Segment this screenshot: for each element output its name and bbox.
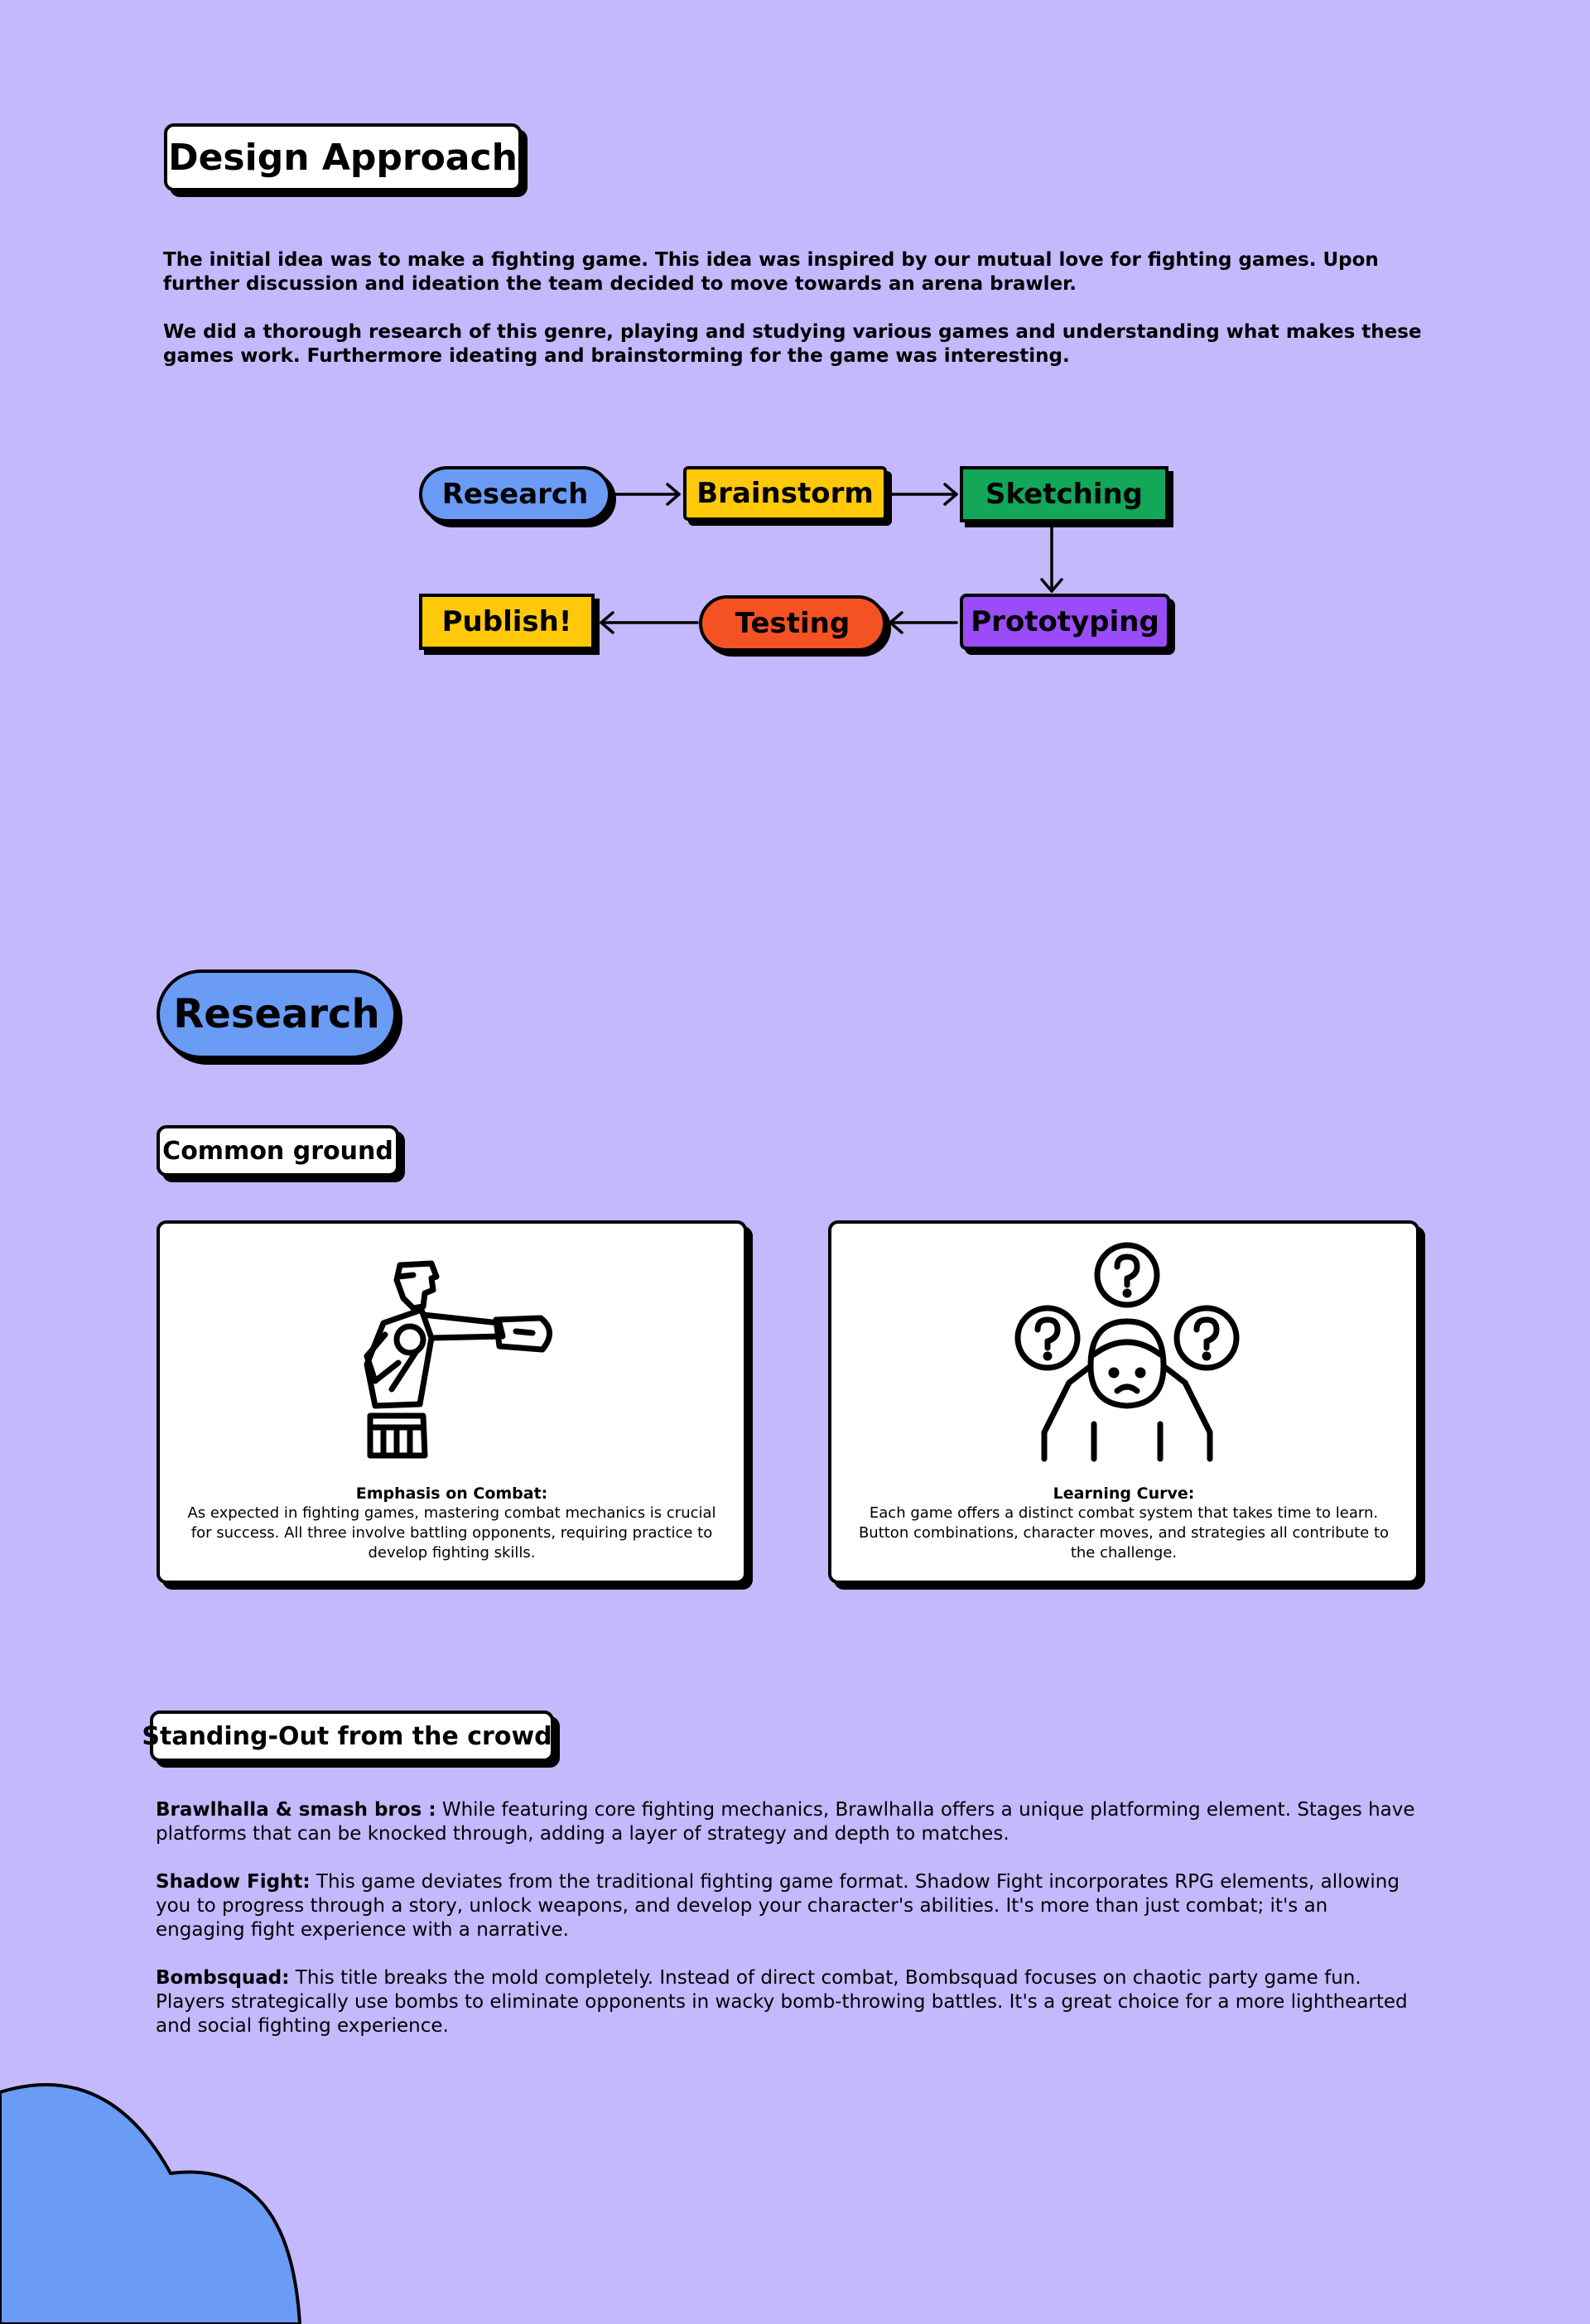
- flow-step-research: [419, 466, 611, 522]
- confused-person-icon: [1011, 1242, 1243, 1465]
- standout-brawlhalla-label: Brawlhalla & smash bros :: [156, 1799, 436, 1821]
- design-approach-heading-text: Design Approach: [168, 136, 518, 179]
- standout-bombsquad-label: Bombsquad:: [156, 1967, 290, 1989]
- standout-label-text: Standing-Out from the crowd:: [142, 1721, 562, 1751]
- standout-label: [142, 1711, 562, 1762]
- card-learning-title: Learning Curve:: [1053, 1484, 1195, 1503]
- flow-step-testing: [699, 595, 886, 652]
- standout-shadow-fight-text: This game deviates from the traditional fighting game format. Shadow Fight incorporates RPG elements, allowing you to progress through a story, unlock weapons, and develop your character's abilities. It's more than just combat; it's an engaging fight experience with a narrative.: [156, 1871, 1400, 1941]
- flow-step-research-label: Research: [441, 478, 589, 511]
- flow-step-testing-label: Testing: [735, 607, 850, 640]
- arrow-sketching-prototyping: [1042, 525, 1062, 591]
- arrow-prototyping-testing: [890, 613, 956, 633]
- card-learning-text: [848, 1484, 1400, 1563]
- flow-step-sketching: [960, 466, 1168, 522]
- standout-brawlhalla: [156, 1798, 1423, 1846]
- flow-step-prototyping: [960, 594, 1170, 650]
- standout-bombsquad-text: This title breaks the mold completely. Instead of direct combat, Bombsquad focuses on chaotic party game fun. Players strategically use bombs to eliminate opponents in wacky bomb-throwing battles. It's a great choice for a more lighthearted and social fighting experience.: [156, 1967, 1408, 2037]
- arrow-brainstorm-sketching: [889, 484, 956, 504]
- standout-shadow-fight: [156, 1870, 1423, 1942]
- arrow-testing-publish: [601, 613, 697, 633]
- flow-step-prototyping-label: Prototyping: [971, 605, 1159, 638]
- standout-bombsquad: [156, 1966, 1423, 2038]
- cloud-decoration: [0, 2076, 315, 2324]
- flow-step-brainstorm: [683, 466, 887, 521]
- common-ground-label-text: Common ground: [162, 1136, 393, 1166]
- card-combat-text: [176, 1484, 727, 1563]
- flow-step-brainstorm-label: Brainstorm: [696, 477, 874, 510]
- common-ground-label: [157, 1125, 399, 1176]
- research-heading: [157, 970, 397, 1059]
- flow-step-publish: [419, 594, 595, 650]
- design-intro-paragraph: The initial idea was to make a fighting game. This idea was inspired by our mutual love for fighting games. Upon further discussion and ideation the team decided to move towards an arena brawler.: [163, 249, 1379, 295]
- card-combat-title: Emphasis on Combat:: [355, 1484, 548, 1503]
- boxer-punch-icon: [334, 1257, 566, 1472]
- design-research-paragraph: We did a thorough research of this genre, playing and studying various games and understanding what makes these games work. Furthermore ideating and brainstorming for the game was interesting.: [163, 321, 1422, 367]
- flow-step-sketching-label: Sketching: [985, 478, 1144, 511]
- flow-step-publish-label: Publish!: [441, 605, 572, 638]
- standout-shadow-fight-label: Shadow Fight:: [156, 1871, 311, 1893]
- card-emphasis-on-combat: [157, 1220, 747, 1584]
- card-learning-body: Each game offers a distinct combat system that takes time to learn. Button combinations, character moves, and strategies all contribute to the challenge.: [858, 1504, 1390, 1561]
- card-combat-body: As expected in fighting games, mastering combat mechanics is crucial for success. All three involve battling opponents, requiring practice to develop fighting skills.: [187, 1504, 716, 1561]
- card-learning-curve: [828, 1220, 1419, 1584]
- research-heading-text: Research: [173, 991, 380, 1037]
- arrow-research-brainstorm: [613, 484, 679, 504]
- standout-brawlhalla-text: While featuring core fighting mechanics, Brawlhalla offers a unique platforming element. Stages have platforms that can be knocked through, adding a layer of strategy and depth to matches.: [156, 1799, 1415, 1845]
